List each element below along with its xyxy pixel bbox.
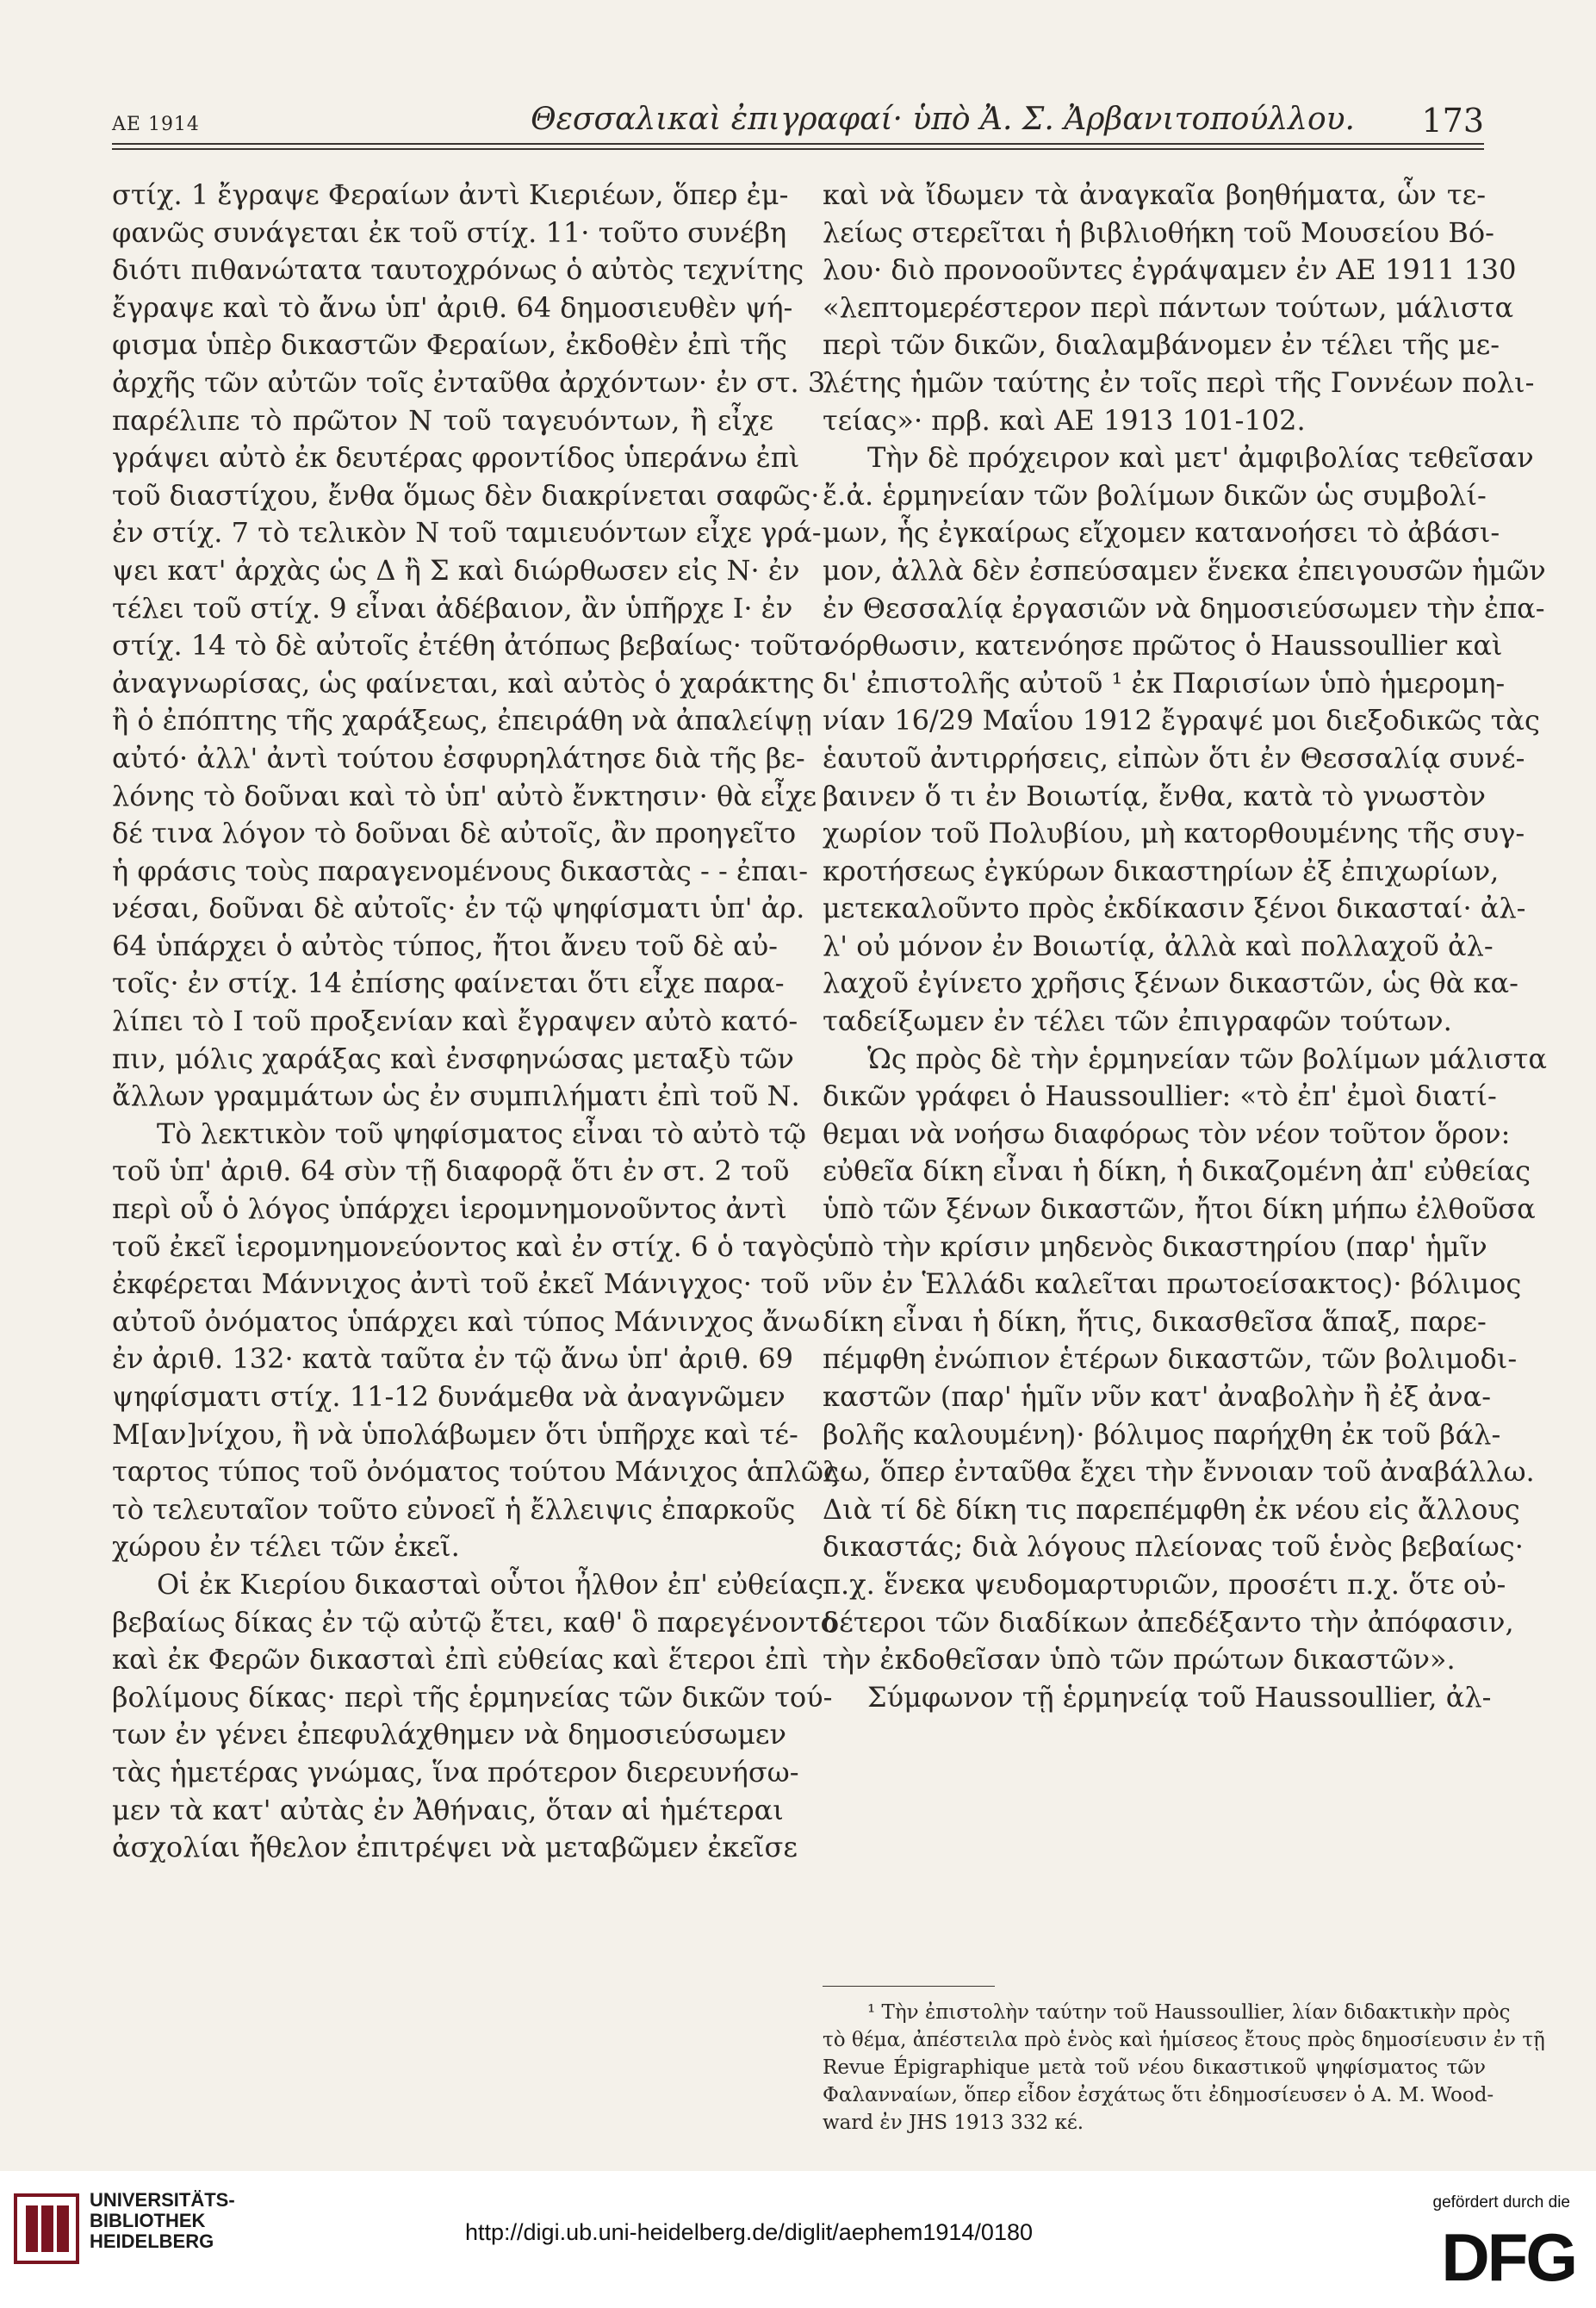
text-line: ταδείξωμεν ἐν τέλει τῶν ἐπιγραφῶν τούτων. — [823, 1005, 1452, 1038]
text-line: πέμφθη ἐνώπιον ἑτέρων δικαστῶν, τῶν βολιμοδι- — [823, 1342, 1518, 1376]
text-line: περὶ οὗ ὁ λόγος ὑπάρχει ἱερομνημονοῦντος ἀντὶ — [112, 1192, 787, 1226]
text-line: θεμαι νὰ νοήσω διαφόρως τὸν νέον τοῦτον ὅρον: — [823, 1117, 1511, 1150]
text-line: ἀναγνωρίσας, ὡς φαίνεται, καὶ αὐτὸς ὁ χαράκτης — [112, 666, 815, 700]
text-line: χωρίον τοῦ Πολυβίου, μὴ κατορθουμένης τῆς συγ- — [823, 817, 1525, 850]
text-line: ἐκφέρεται Μάννιχος ἀντὶ τοῦ ἐκεῖ Μάνιγχος· τοῦ — [112, 1267, 810, 1301]
text-line: τείας»· πρβ. καὶ ΑΕ 1913 101-102. — [823, 403, 1306, 437]
text-line: διότι πιθανώτατα ταυτοχρόνως ὁ αὐτὸς τεχνίτης — [112, 253, 804, 287]
text-line: τέλει τοῦ στίχ. 9 εἶναι ἀδέβαιον, ἂν ὑπῆρχε Ι· ἐν — [112, 591, 793, 625]
text-line: νόρθωσιν, κατενόησε πρῶτος ὁ Haussoullier καὶ — [823, 629, 1503, 663]
text-line: ἐν στίχ. 7 τὸ τελικὸν Ν τοῦ ταμιευόντων εἶχε γρά- — [112, 516, 822, 550]
text-line: στίχ. 1 ἔγραψε Φεραίων ἀντὶ Κιεριέων, ὅπερ ἐμ- — [112, 178, 789, 211]
text-line: Μ[αν]νίχου, ἢ νὰ ὑπολάβωμεν ὅτι ὑπῆρχε καὶ τέ- — [112, 1417, 798, 1451]
text-line: καὶ ἐκ Φερῶν δικασταὶ ἐπὶ εὐθείας καὶ ἕτεροι ἐπὶ — [112, 1643, 809, 1677]
text-line: λ' οὐ μόνον ἐν Βοιωτίᾳ, ἀλλὰ καὶ πολλαχοῦ ἀλ- — [823, 929, 1494, 962]
text-line: νέσαι, δοῦναι δὲ αὐτοῖς· ἐν τῷ ψηφίσματι ὑπ' ἀρ. — [112, 892, 805, 925]
text-line: Ὡς πρὸς δὲ τὴν ἑρμηνείαν τῶν βολίμων μάλιστα — [867, 1042, 1547, 1075]
text-line: τοῦ ἐκεῖ ἱερομνημονεύοντος καὶ ἐν στίχ. 6 ὁ ταγὸς — [112, 1229, 825, 1263]
text-line: Σύμφωνον τῇ ἑρμηνείᾳ τοῦ Haussoullier, ἀλ- — [867, 1680, 1492, 1714]
text-line: εὐθεῖα δίκη εἶναι ἡ δίκη, ἡ δικαζομένη ἀπ' εὐθείας — [823, 1154, 1531, 1188]
text-line: τὰς ἡμετέρας γνώμας, ἵνα πρότερον διερευνήσω- — [112, 1755, 799, 1789]
text-line: Revue Épigraphique μετὰ τοῦ νέου δικαστικοῦ ψηφίσματος τῶν — [823, 2056, 1486, 2079]
text-line: ἀρχῆς τῶν αὐτῶν τοῖς ἐνταῦθα ἀρχόντων· ἐν στ. 3 — [112, 365, 826, 399]
header-rule-bottom — [112, 148, 1484, 150]
text-line: τὸ τελευταῖον τοῦτο εὐνοεῖ ἡ ἔλλειψις ἐπαρκοῦς — [112, 1492, 796, 1526]
text-line: μετεκαλοῦντο πρὸς ἐκδίκασιν ξένοι δικασταί· ἀλ- — [823, 892, 1526, 925]
library-name-line: HEIDELBERG — [90, 2230, 214, 2252]
text-line: μον, ἀλλὰ δὲν ἐσπεύσαμεν ἕνεκα ἐπειγουσῶν ἡμῶν — [823, 553, 1546, 587]
text-line: τοῦ ὑπ' ἀριθ. 64 σὺν τῇ διαφορᾷ ὅτι ἐν στ. 2 τοῦ — [112, 1154, 790, 1188]
text-line: λέτης ἡμῶν ταύτης ἐν τοῖς περὶ τῆς Γοννέων πολι- — [823, 365, 1535, 399]
text-line: τοῖς· ἐν στίχ. 14 ἐπίσης φαίνεται ὅτι εἶχε παρα- — [112, 967, 785, 1000]
text-line: ward ἐν JHS 1913 332 κέ. — [823, 2112, 1084, 2134]
page-number: 173 — [1421, 102, 1484, 140]
text-line: 64 ὑπάρχει ὁ αὐτὸς τύπος, ἤτοι ἄνευ τοῦ δὲ αὐ- — [112, 929, 778, 962]
text-line: ¹ Τὴν ἐπιστολὴν ταύτην τοῦ Haussoullier, λίαν διδακτικὴν πρὸς — [867, 2001, 1511, 2024]
text-line: «λεπτομερέστερον περὶ πάντων τούτων, μάλιστα — [823, 290, 1514, 324]
text-line: πιν, μόλις χαράξας καὶ ἐνσφηνώσας μεταξὺ τῶν — [112, 1042, 794, 1075]
text-line: Τὸ λεκτικὸν τοῦ ψηφίσματος εἶναι τὸ αὐτὸ τῷ — [157, 1117, 806, 1150]
text-line: τὴν ἐκδοθεῖσαν ὑπὸ τῶν πρώτων δικαστῶν». — [823, 1643, 1456, 1677]
text-line: βαινεν ὅ τι ἐν Βοιωτίᾳ, ἔνθα, κατὰ τὸ γνωστὸν — [823, 779, 1486, 812]
text-line: ἢ ὁ ἐπόπτης τῆς χαράξεως, ἐπειράθη νὰ ἀπαλείψῃ — [112, 704, 812, 737]
journal-abbrev: ΑΕ 1914 — [112, 114, 200, 135]
text-line: ψει κατ' ἀρχὰς ὡς Δ ἢ Σ καὶ διώρθωσεν εἰς Ν· ἐν — [112, 553, 800, 587]
library-name-line: BIBLIOTHEK — [90, 2210, 206, 2231]
left-text-column — [112, 177, 848, 1867]
text-line: χώρου ἐν τέλει τῶν ἐκεῖ. — [112, 1530, 460, 1564]
text-line: μων, ἧς ἐγκαίρως εἴχομεν κατανοήσει τὸ ἀβάσι- — [823, 516, 1500, 550]
text-line: βεβαίως δίκας ἐν τῷ αὐτῷ ἔτει, καθ' ὃ παρεγένοντο — [112, 1605, 837, 1639]
text-line: γράψει αὐτὸ ἐκ δευτέρας φροντίδος ὑπεράνω ἐπὶ — [112, 441, 800, 475]
text-line: στίχ. 14 τὸ δὲ αὐτοῖς ἐτέθη ἀτόπως βεβαίως· τοῦτο — [112, 629, 831, 663]
text-line: ἔ.ἀ. ἑρμηνείαν τῶν βολίμων δικῶν ὡς συμβολί- — [823, 478, 1487, 512]
dfg-logo: DFG — [1441, 2219, 1575, 2295]
right-text-column — [823, 177, 1547, 1716]
text-line: δέ τινα λόγον τὸ δοῦναι δὲ αὐτοῖς, ἂν προηγεῖτο — [112, 817, 797, 850]
text-line: ταρτος τύπος τοῦ ὀνόματος τούτου Μάνιχος ἁπλῶς· — [112, 1455, 848, 1489]
funding-note: gefördert durch die — [1432, 2193, 1570, 2212]
text-line: ἑαυτοῦ ἀντιρρήσεις, εἰπὼν ὅτι ἐν Θεσσαλίᾳ συνέ- — [823, 741, 1525, 775]
text-line: λίπει τὸ Ι τοῦ προξενίαν καὶ ἔγραψεν αὐτὸ κατό- — [112, 1005, 798, 1038]
text-line: αὐτό· ἀλλ' ἀντὶ τούτου ἐσφυρηλάτησε διὰ τῆς βε- — [112, 741, 805, 775]
text-line: μεν τὰ κατ' αὐτὰς ἐν Ἀθήναις, ὅταν αἱ ἡμέτεραι — [112, 1793, 784, 1826]
text-line: ὑπὸ τῶν ξένων δικαστῶν, ἤτοι δίκη μήπω ἐλθοῦσα — [823, 1192, 1536, 1226]
text-line: λου· διὸ προνοοῦντες ἐγράψαμεν ἐν ΑΕ 1911 130 — [823, 253, 1517, 287]
text-line: δικῶν γράφει ὁ Haussoullier: «τὸ ἐπ' ἐμοὶ διατί- — [823, 1079, 1497, 1113]
text-line: τοῦ διαστίχου, ἔνθα ὅμως δὲν διακρίνεται σαφῶς· — [112, 478, 820, 512]
text-line: βολίμους δίκας· περὶ τῆς ἑρμηνείας τῶν δικῶν τού- — [112, 1680, 833, 1714]
text-line: ἐν Θεσσαλίᾳ ἐργασιῶν νὰ δημοσιεύσωμεν τὴν ἐπα- — [823, 591, 1545, 625]
text-line: ψηφίσματι στίχ. 11-12 δυνάμεθα νὰ ἀναγνῶμεν — [112, 1380, 786, 1413]
header-rule-top — [112, 143, 1484, 145]
running-header — [112, 102, 1484, 145]
text-line: αὐτοῦ ὀνόματος ὑπάρχει καὶ τύπος Μάνινχος ἄνω — [112, 1304, 821, 1338]
footnote — [823, 1999, 1545, 2137]
footnote-rule — [823, 1986, 995, 1987]
text-line: ἀσχολίαι ἤθελον ἐπιτρέψει νὰ μεταβῶμεν ἐκεῖσε — [112, 1831, 798, 1864]
text-line: ἄλλων γραμμάτων ὡς ἐν συμπιλήματι ἐπὶ τοῦ Ν. — [112, 1079, 800, 1113]
text-line: βολῆς καλουμένη)· βόλιμος παρήχθη ἐκ τοῦ βάλ- — [823, 1417, 1501, 1451]
text-line: Φαλανναίων, ὅπερ εἶδον ἐσχάτως ὅτι ἐδημοσίευσεν ὁ A. M. Wood- — [823, 2084, 1494, 2106]
text-line: ἐν ἀριθ. 132· κατὰ ταῦτα ἐν τῷ ἄνω ὑπ' ἀριθ. 69 — [112, 1342, 793, 1376]
text-line: ἡ φράσις τοὺς παραγενομένους δικαστὰς - - ἐπαι- — [112, 854, 809, 887]
text-line: καστῶν (παρ' ἡμῖν νῦν κατ' ἀναβολὴν ἢ ἐξ ἀνα- — [823, 1380, 1492, 1413]
text-line: λόνης τὸ δοῦναι καὶ τὸ ὑπ' αὐτὸ ἔνκτησιν· θὰ εἶχε — [112, 779, 817, 812]
text-line: Οἱ ἐκ Κιερίου δικασταὶ οὗτοι ἦλθον ἐπ' εὐθείας — [157, 1567, 824, 1601]
text-line: περὶ τῶν δικῶν, διαλαμβάνομεν ἐν τέλει τῆς με- — [823, 328, 1500, 362]
text-line: ἔγραψε καὶ τὸ ἄνω ὑπ' ἀριθ. 64 δημοσιευθὲν ψή- — [112, 290, 793, 324]
text-line: τὸ θέμα, ἀπέστειλα πρὸ ἑνὸς καὶ ἡμίσεος ἔτους πρὸς δημοσίευσιν ἐν τῇ — [823, 2029, 1545, 2051]
text-line: δίκη εἶναι ἡ δίκη, ἥτις, δικασθεῖσα ἅπαξ, παρε- — [823, 1304, 1487, 1338]
text-line: φανῶς συνάγεται ἐκ τοῦ στίχ. 11· τοῦτο συνέβη — [112, 215, 787, 249]
text-line: φισμα ὑπὲρ δικαστῶν Φεραίων, ἐκδοθὲν ἐπὶ τῆς — [112, 328, 787, 362]
university-library-logo-icon — [12, 2192, 81, 2266]
text-line: λείως στερεῖται ἡ βιβλιοθήκη τοῦ Μουσείου Βό- — [823, 215, 1494, 249]
text-line: παρέλιπε τὸ πρῶτον Ν τοῦ ταγευόντων, ἢ εἶχε — [112, 403, 773, 437]
digitization-footer — [0, 2171, 1596, 2308]
library-name — [90, 2190, 235, 2252]
text-line: λω, ὅπερ ἐνταῦθα ἔχει τὴν ἔννοιαν τοῦ ἀναβάλλω. — [823, 1455, 1535, 1489]
text-line: καὶ νὰ ἴδωμεν τὰ ἀναγκαῖα βοηθήματα, ὧν τε- — [823, 178, 1486, 211]
text-line: ὑπὸ τὴν κρίσιν μηδενὸς δικαστηρίου (παρ' ἡμῖν — [823, 1229, 1487, 1263]
permalink-url[interactable]: http://digi.ub.uni-heidelberg.de/diglit/aephem1914/0180 — [465, 2219, 1033, 2245]
text-line: Διὰ τί δὲ δίκη τις παρεπέμφθη ἐκ νέου εἰς ἄλλους — [823, 1492, 1520, 1526]
text-line: νῦν ἐν Ἑλλάδι καλεῖται πρωτοείσακτος)· βόλιμος — [823, 1267, 1522, 1301]
text-line: των ἐν γένει ἐπεφυλάχθημεν νὰ δημοσιεύσωμεν — [112, 1718, 786, 1751]
text-line: δι' ἐπιστολῆς αὐτοῦ ¹ ἐκ Παρισίων ὑπὸ ἡμερομη- — [823, 666, 1506, 700]
text-line: λαχοῦ ἐγίνετο χρῆσις ξένων δικαστῶν, ὡς θὰ κα- — [823, 967, 1518, 1000]
text-line: νίαν 16/29 Μαΐου 1912 ἔγραψέ μοι διεξοδικῶς τὰς — [823, 704, 1540, 737]
text-line: κροτήσεως ἐγκύρων δικαστηρίων ἐξ ἐπιχωρίων, — [823, 854, 1500, 887]
text-line: δέτεροι τῶν διαδίκων ἀπεδέξαντο τὴν ἀπόφασιν, — [823, 1605, 1514, 1639]
text-line: π.χ. ἕνεκα ψευδομαρτυριῶν, προσέτι π.χ. ὅτε οὐ- — [823, 1567, 1506, 1601]
library-name-line: UNIVERSITÄTS- — [90, 2189, 235, 2211]
text-line: Τὴν δὲ πρόχειρον καὶ μετ' ἀμφιβολίας τεθεῖσαν — [867, 441, 1534, 475]
text-line: δικαστάς; διὰ λόγους πλείονας τοῦ ἑνὸς βεβαίως· — [823, 1530, 1524, 1564]
running-title: Θεσσαλικαὶ ἐπιγραφαί· ὑπὸ Ἀ. Σ. Ἀρβανιτοπούλλου. — [531, 102, 1355, 137]
